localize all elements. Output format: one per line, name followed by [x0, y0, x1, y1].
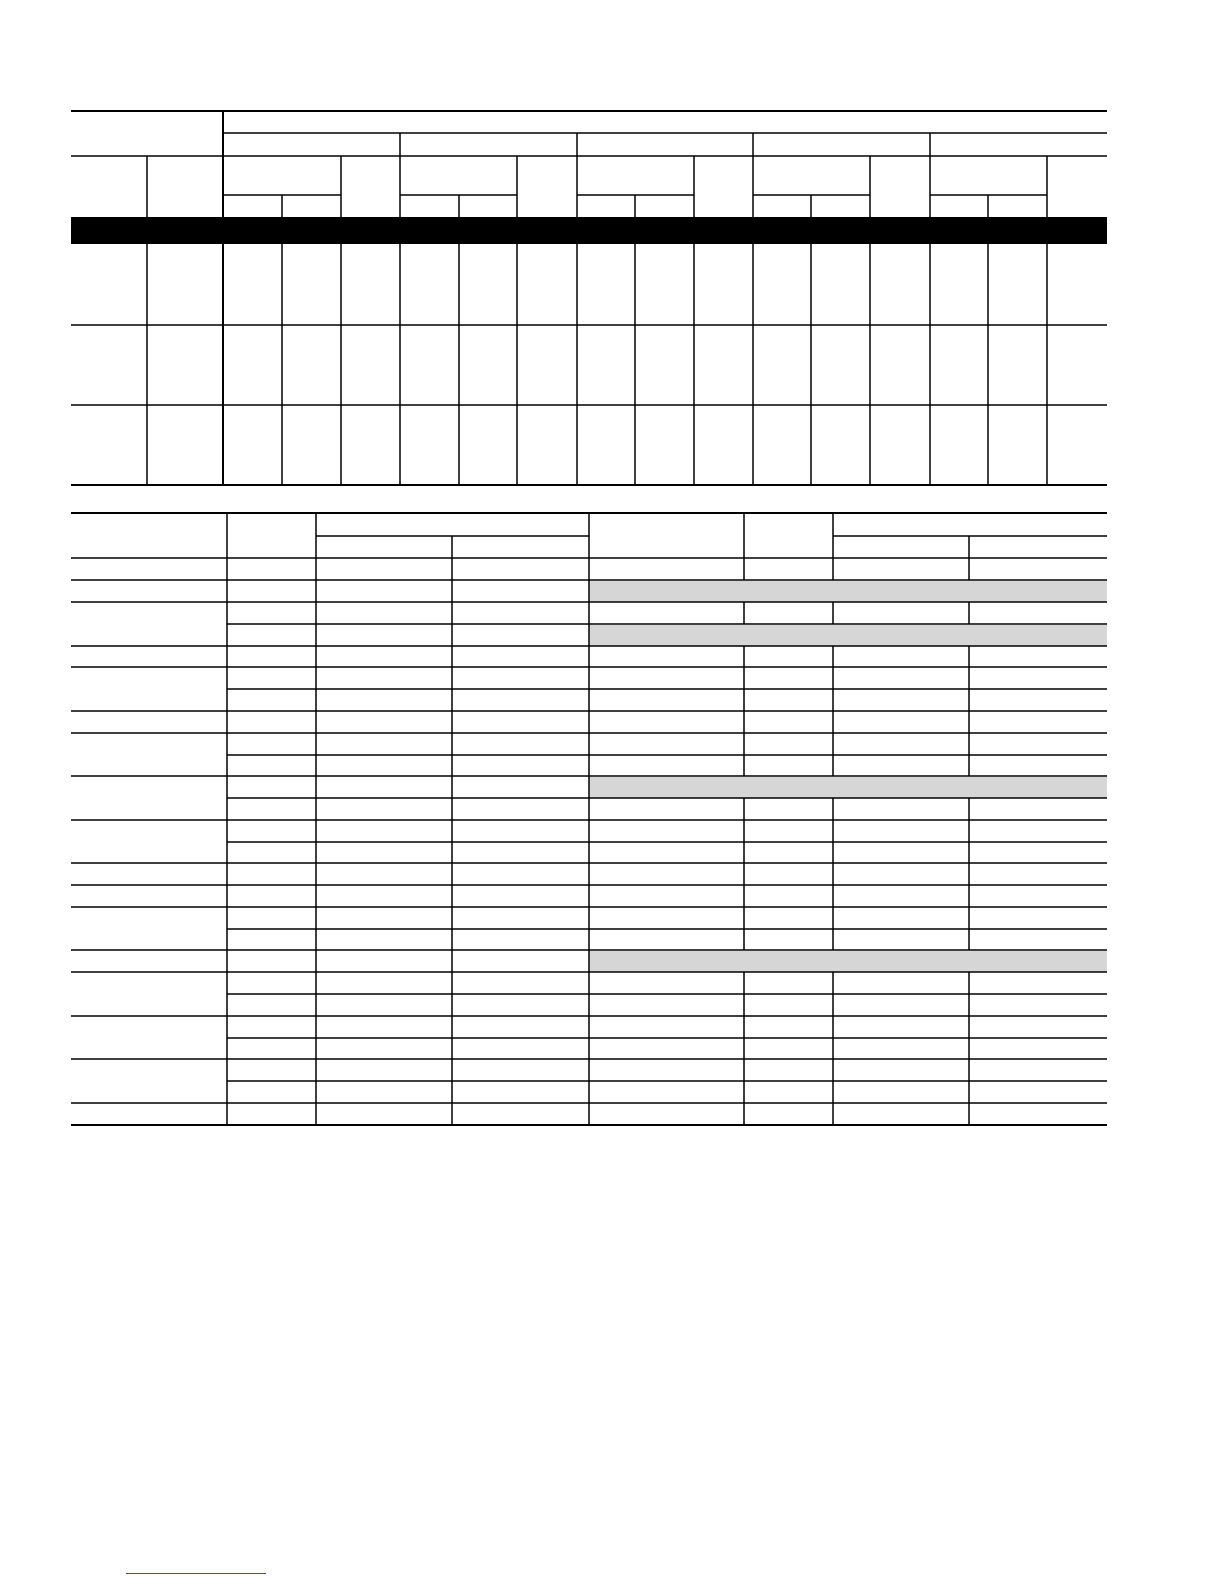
shaded-cell: [589, 625, 1107, 646]
shaded-cell: [589, 951, 1107, 972]
shaded-cell: [589, 581, 1107, 602]
footer-rule: [126, 1573, 266, 1574]
header-band: [71, 217, 1107, 244]
upper-table: [71, 111, 1107, 485]
shaded-cell: [589, 777, 1107, 798]
lower-table: [71, 513, 1107, 1125]
